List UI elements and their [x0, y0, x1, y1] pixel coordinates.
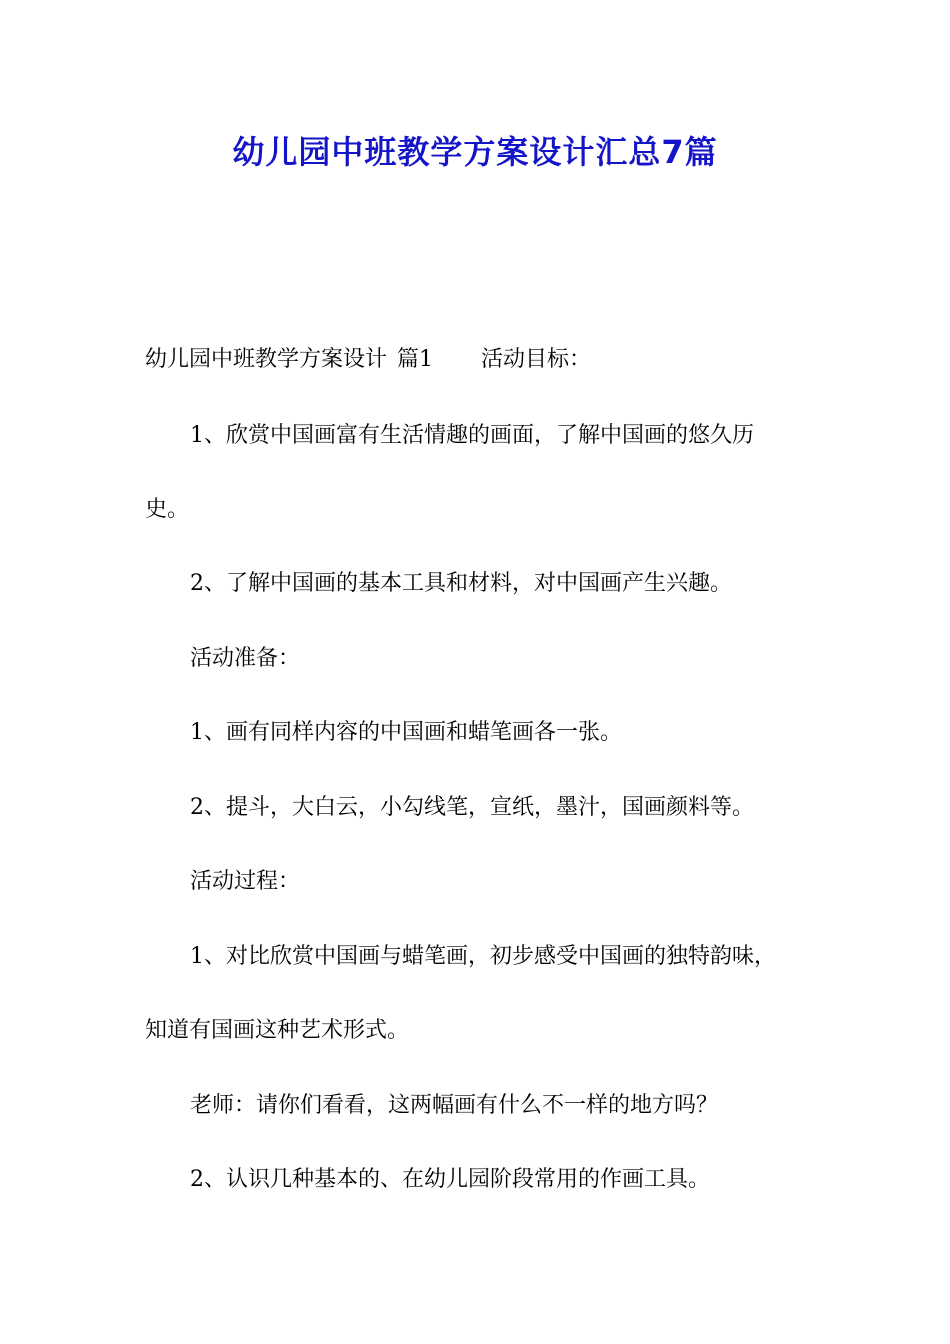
paragraph-process-1-continued: 知道有国画这种艺术形式。 [145, 1018, 410, 1043]
section-heading-preparation: 活动准备： [190, 646, 301, 671]
paragraph-process-1: 1、对比欣赏中国画与蜡笔画，初步感受中国画的独特韵味， [190, 944, 776, 969]
paragraph-goal-1: 1、欣赏中国画富有生活情趣的画面，了解中国画的悠久历 [190, 423, 754, 448]
paragraph-goal-1-continued: 史。 [145, 497, 190, 522]
paragraph-goal-2: 2、了解中国画的基本工具和材料，对中国画产生兴趣。 [190, 571, 732, 596]
document-title: 幼儿园中班教学方案设计汇总7篇 [232, 133, 718, 171]
paragraph-teacher-question: 老师：请你们看看，这两幅画有什么不一样的地方吗？ [190, 1093, 719, 1118]
paragraph-process-2: 2、认识几种基本的、在幼儿园阶段常用的作画工具。 [190, 1167, 710, 1192]
section-heading-process: 活动过程： [190, 869, 301, 894]
section-heading-goals: 活动目标： [481, 347, 592, 372]
paragraph-preparation-1: 1、画有同样内容的中国画和蜡笔画各一张。 [190, 720, 622, 745]
article-heading-line [145, 344, 591, 376]
paragraph-preparation-2: 2、提斗，大白云，小勾线笔，宣纸，墨汁，国画颜料等。 [190, 795, 754, 820]
article-heading: 幼儿园中班教学方案设计 [145, 347, 388, 372]
article-number: 篇1 [397, 347, 434, 372]
